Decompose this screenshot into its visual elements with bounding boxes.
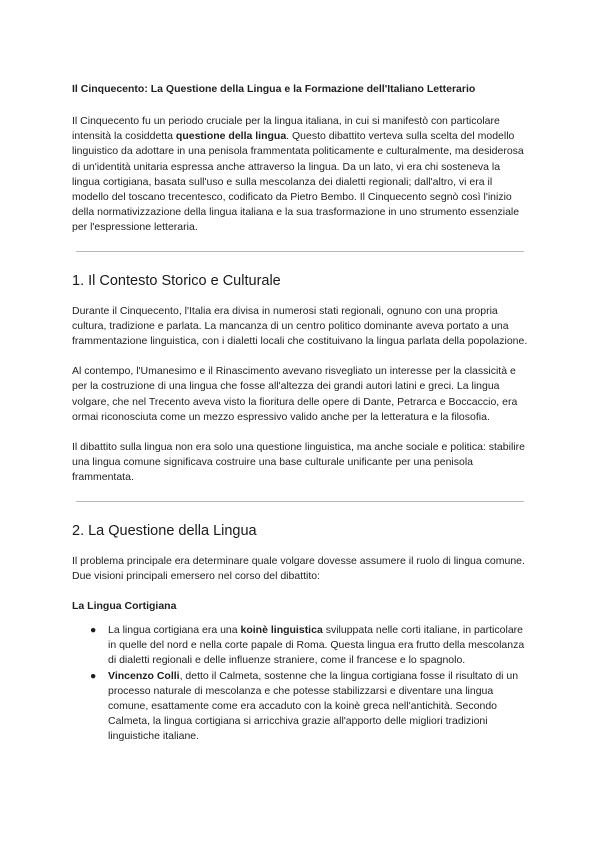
section-divider bbox=[76, 251, 524, 252]
intro-paragraph bbox=[72, 114, 528, 236]
section-2-paragraph: Il problema principale era determinare quale volgare dovesse assumere il ruolo di lingua comune. Due visioni principali emersero nel corso del dibattito: bbox=[72, 554, 525, 582]
section-2-heading: 2. La Questione della Lingua bbox=[72, 522, 257, 539]
bullet-icon: ● bbox=[90, 669, 97, 682]
list-item-text-end: sviluppata nelle corti italiane, in particolare in quelle del nord e nella corte papale di Roma. Questa lingua era frutto della mescolanza di dialetti regionali e delle influenze straniere, come il francese e lo spagnolo. bbox=[108, 624, 525, 667]
section-1-paragraph-3: Il dibattito sulla lingua non era solo una questione linguistica, ma anche sociale e politica: stabilire una lingua comune significava costruire una base culturale unificante per una penisola frammentata. bbox=[72, 441, 525, 484]
list-item-text-end: , detto il Calmeta, sostenne che la lingua cortigiana fosse il risultato di un processo naturale di mescolanza e che potesse stabilizzarsi e diventare una lingua comune, esattamente come era accaduto con la koinè greca nell'antichità. Secondo Calmeta, la lingua cortigiana si arricchiva grazie all'apporto delle migliori tradizioni linguistiche italiane. bbox=[108, 669, 519, 743]
section-divider bbox=[76, 501, 524, 502]
bullet-icon: ● bbox=[90, 624, 97, 637]
intro-text-start: Il Cinquecento fu un periodo cruciale per la lingua italiana, in cui si manifestò con particolare intensità la cosiddetta bbox=[72, 115, 500, 143]
intro-bold-term: questione della lingua bbox=[175, 130, 287, 143]
intro-text-end: . Questo dibattito verteva sulla scelta del modello linguistico da adottare in una penisola frammentata politicamente e culturalmente, ma desiderosa di un'identità unitaria espressa anche attraverso la lingua. Da un lato, vi era chi sosteneva la lingua cortigiana, basata sull'uso e sulla mescolanza dei dialetti regionali; dall'altro, vi era il modello del toscano trecentesco, codificato da Pietro Bembo. Il Cinquecento segnò così l'inizio della normativizzazione della lingua italiana e la sua trasformazione in uno strumento essenziale per l'espressione letteraria. bbox=[72, 130, 524, 234]
list-item bbox=[90, 669, 528, 745]
subsection-heading: La Lingua Cortigiana bbox=[72, 600, 177, 613]
bullet-list bbox=[72, 623, 528, 745]
document-title: Il Cinquecento: La Questione della Lingua e la Formazione dell'Italiano Letterario bbox=[72, 83, 476, 95]
list-item-bold-term: Vincenzo Colli bbox=[108, 669, 180, 682]
list-item-text-start: La lingua cortigiana era una bbox=[108, 624, 241, 637]
section-1-paragraph-1: Durante il Cinquecento, l'Italia era divisa in numerosi stati regionali, ognuno con una propria cultura, tradizione e parlata. La mancanza di un centro politico dominante aveva portato a una frammentazione linguistica, con i dialetti locali che costituivano la lingua parlata della popolazione. bbox=[72, 304, 528, 348]
section-1-heading: 1. Il Contesto Storico e Culturale bbox=[72, 272, 281, 289]
list-item-bold-term: koinè linguistica bbox=[240, 624, 323, 637]
section-1-paragraph-2: Al contempo, l'Umanesimo e il Rinascimento avevano risvegliato un interesse per la classicità e per la costruzione di una lingua che fosse all'altezza dei grandi autori latini e greci. La lingua volgare, che nel Trecento aveva visto la fioritura delle opere di Dante, Petrarca e Boccaccio, era ormai riconosciuta come un mezzo espressivo valido anche per la letteratura e la filosofia. bbox=[72, 365, 518, 423]
list-item bbox=[90, 623, 528, 669]
